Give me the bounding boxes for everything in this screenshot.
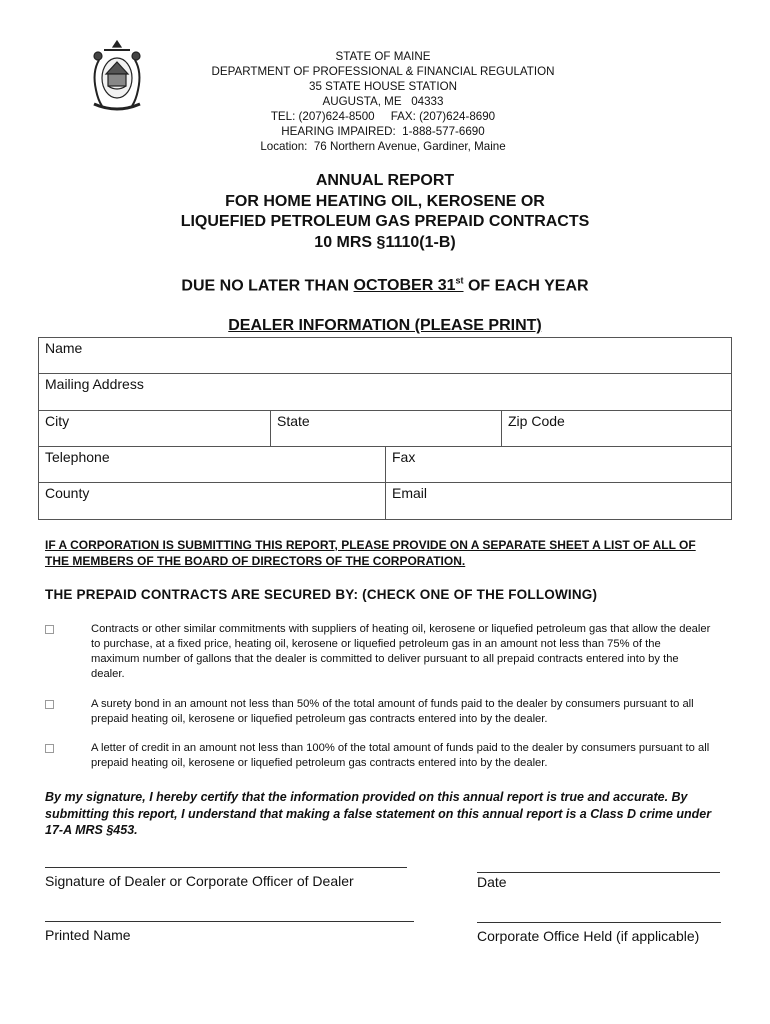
option-supplier-contracts — [45, 622, 710, 684]
row-city-state-zip — [39, 411, 731, 447]
telephone-field[interactable] — [39, 447, 385, 482]
printed-name-label: Printed Name — [45, 927, 131, 943]
mailing-address-field[interactable] — [39, 374, 731, 410]
city-label: City — [45, 413, 70, 429]
county-field[interactable] — [39, 483, 385, 519]
option-text: A surety bond in an amount not less than 50% of the total amount of funds paid to the dealer by consumers pursuant to all prepaid heating oil, kerosene or liquefied petroleum gas contracts entered into by the dealer. — [91, 698, 694, 725]
header-location: Location: 76 Northern Avenue, Gardiner, Maine — [260, 140, 506, 153]
due-date-line — [100, 276, 670, 295]
certification-statement: By my signature, I hereby certify that the information provided on this annual report is true and accurate. By submitting this report, I understand that making a false statement on this annual report is a Class D crime under 17-A MRS §453. — [45, 790, 712, 837]
header-phone-fax: TEL: (207)624-8500 FAX: (207)624-8690 — [270, 110, 496, 123]
signature-label: Signature of Dealer or Corporate Officer of Dealer — [45, 873, 354, 889]
fax-label: Fax — [392, 449, 416, 465]
dealer-info-table — [38, 337, 732, 520]
option-text: A letter of credit in an amount not less than 100% of the total amount of funds paid to the dealer by consumers pursuant to all prepaid heating oil, kerosene or liquefied petroleum gas contracts entered into by the dealer. — [91, 742, 710, 769]
zip-field[interactable] — [501, 411, 731, 446]
mailing-address-label: Mailing Address — [45, 376, 144, 392]
checkbox-surety-bond[interactable] — [45, 700, 54, 709]
row-telephone-fax — [39, 447, 731, 483]
secured-by-heading: THE PREPAID CONTRACTS ARE SECURED BY: (CHECK ONE OF THE FOLLOWING) — [45, 587, 598, 602]
due-prefix: DUE NO LATER THAN — [181, 277, 354, 295]
email-field[interactable] — [385, 483, 731, 519]
date-line[interactable] — [477, 872, 720, 873]
state-field[interactable] — [270, 411, 501, 446]
signature-line[interactable] — [45, 867, 407, 868]
title-line-4: 10 MRS §1110(1-B) — [314, 233, 456, 251]
corporate-office-label: Corporate Office Held (if applicable) — [477, 928, 700, 944]
report-title — [100, 171, 670, 253]
zip-label: Zip Code — [508, 413, 565, 429]
due-date-suffix: st — [455, 276, 464, 286]
row-county-email — [39, 483, 731, 519]
header-department: DEPARTMENT OF PROFESSIONAL & FINANCIAL REGULATION — [211, 65, 555, 78]
checkbox-letter-of-credit[interactable] — [45, 744, 54, 753]
due-suffix: OF EACH YEAR — [463, 277, 589, 295]
checkbox-supplier-contracts[interactable] — [45, 625, 54, 634]
row-name — [39, 338, 731, 374]
corporate-office-line[interactable] — [477, 922, 721, 923]
name-field[interactable] — [39, 338, 731, 373]
row-mailing-address — [39, 374, 731, 411]
state-seal-icon — [86, 38, 148, 114]
printed-name-line[interactable] — [45, 921, 414, 922]
option-letter-of-credit — [45, 741, 710, 773]
state-label: State — [277, 413, 310, 429]
option-surety-bond — [45, 697, 710, 729]
county-label: County — [45, 485, 90, 501]
agency-header — [150, 49, 616, 154]
due-date: OCTOBER 31 — [353, 277, 456, 295]
city-field[interactable] — [39, 411, 270, 446]
option-text: Contracts or other similar commitments with suppliers of heating oil, kerosene or liquefied petroleum gas that allow the dealer to purchase, at a fixed price, heating oil, kerosene or liquefied petroleum gas in an amount not less than 75% of the maximum number of gallons that the dealer is committed to deliver pursuant to all prepaid contracts entered into by the dealer. — [91, 623, 711, 680]
header-hearing-impaired: HEARING IMPAIRED: 1-888-577-6690 — [281, 125, 485, 138]
title-line-1: ANNUAL REPORT — [315, 172, 455, 189]
header-state: STATE OF MAINE — [335, 50, 431, 63]
title-line-2: FOR HOME HEATING OIL, KEROSENE OR — [225, 192, 545, 210]
name-label: Name — [45, 340, 83, 356]
header-city: AUGUSTA, ME 04333 — [322, 95, 444, 108]
fax-field[interactable] — [385, 447, 731, 482]
date-label: Date — [477, 874, 507, 890]
telephone-label: Telephone — [45, 449, 110, 465]
title-line-3: LIQUEFIED PETROLEUM GAS PREPAID CONTRACTS — [180, 213, 590, 230]
corporation-note: IF A CORPORATION IS SUBMITTING THIS REPORT, PLEASE PROVIDE ON A SEPARATE SHEET A LIST OF ALL OF THE MEMBERS OF THE BOARD OF DIRECTORS OF THE CORPORATION. — [45, 538, 696, 568]
header-address: 35 STATE HOUSE STATION — [309, 80, 457, 93]
dealer-info-heading: DEALER INFORMATION (PLEASE PRINT) — [228, 317, 542, 334]
email-label: Email — [392, 485, 428, 501]
